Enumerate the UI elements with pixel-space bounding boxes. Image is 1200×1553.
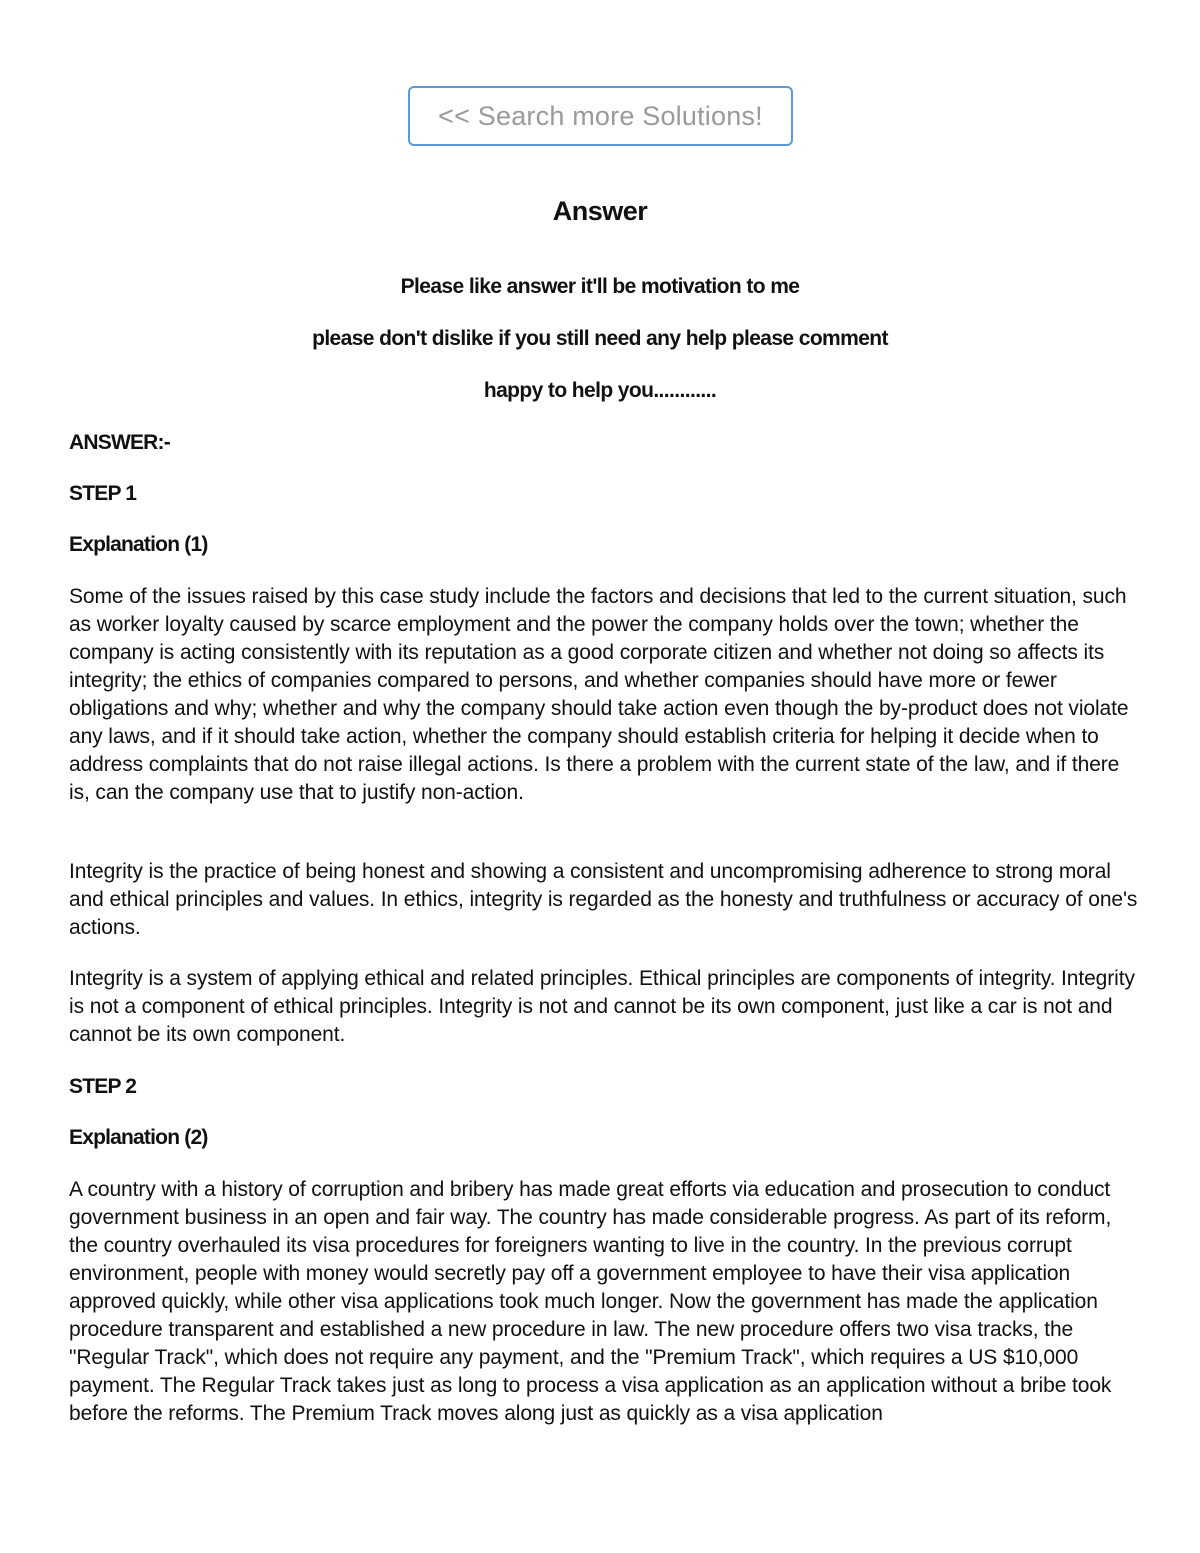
search-more-solutions-label: << Search more Solutions! [438, 100, 763, 131]
step-1-paragraph-2: Integrity is the practice of being honest and showing a consistent and uncompromising adherence to strong moral and ethical principles and values. In ethics, integrity is regarded as the honesty and truthfulness or accuracy of one's actions. [69, 860, 1138, 939]
step-2-label: STEP 2 [69, 1075, 137, 1098]
step-2-paragraph-1: A country with a history of corruption and bribery has made great efforts via education and prosecution to conduct government business in an open and fair way. The country has made considerable progress. As part of its reform, the country overhauled its visa procedures for foreigners wanting to live in the country. In the previous corrupt environment, people with money would secretly pay off a government employee to have their visa application approved quickly, while other visa applications took much longer. Now the government has made the application procedure transparent and established a new procedure in law. The new procedure offers two visa tracks, the "Regular Track", which does not require any payment, and the "Premium Track", which requires a US $10,000 payment. The Regular Track takes just as long to process a visa application as an application without a bribe took before the reforms. The Premium Track moves along just as quickly as a visa application [69, 1178, 1112, 1425]
step-1-label: STEP 1 [69, 482, 137, 505]
answer-title: Answer [552, 196, 648, 226]
answer-label: ANSWER:- [69, 431, 170, 454]
intro-line-1: Please like answer it'll be motivation to me [400, 275, 800, 298]
step-1-explanation-heading: Explanation (1) [69, 533, 208, 556]
step-1-paragraph-1: Some of the issues raised by this case study include the factors and decisions that led to the current situation, such as worker loyalty caused by scarce employment and the power the company holds over the town; whether the company is acting consistently with its reputation as a good corporate citizen and whether not doing so affects its integrity; the ethics of companies compared to persons, and whether companies should have more or fewer obligations and why; whether and why the company should take action even though the by-product does not violate any laws, and if it should take action, whether the company should establish criteria for helping it decide when to address complaints that do not raise illegal actions. Is there a problem with the current state of the law, and if there is, can the company use that to justify non-action. [69, 585, 1129, 804]
intro-line-3: happy to help you............ [483, 379, 717, 402]
intro-line-2: please don't dislike if you still need any help please comment [312, 327, 888, 350]
step-1-paragraph-3: Integrity is a system of applying ethical and related principles. Ethical principles are components of integrity. Integrity is not a component of ethical principles. Integrity is not and cannot be its own component, just like a car is not and cannot be its own component. [69, 967, 1135, 1046]
step-2-explanation-heading: Explanation (2) [69, 1126, 208, 1149]
search-more-solutions-button[interactable] [408, 86, 793, 146]
